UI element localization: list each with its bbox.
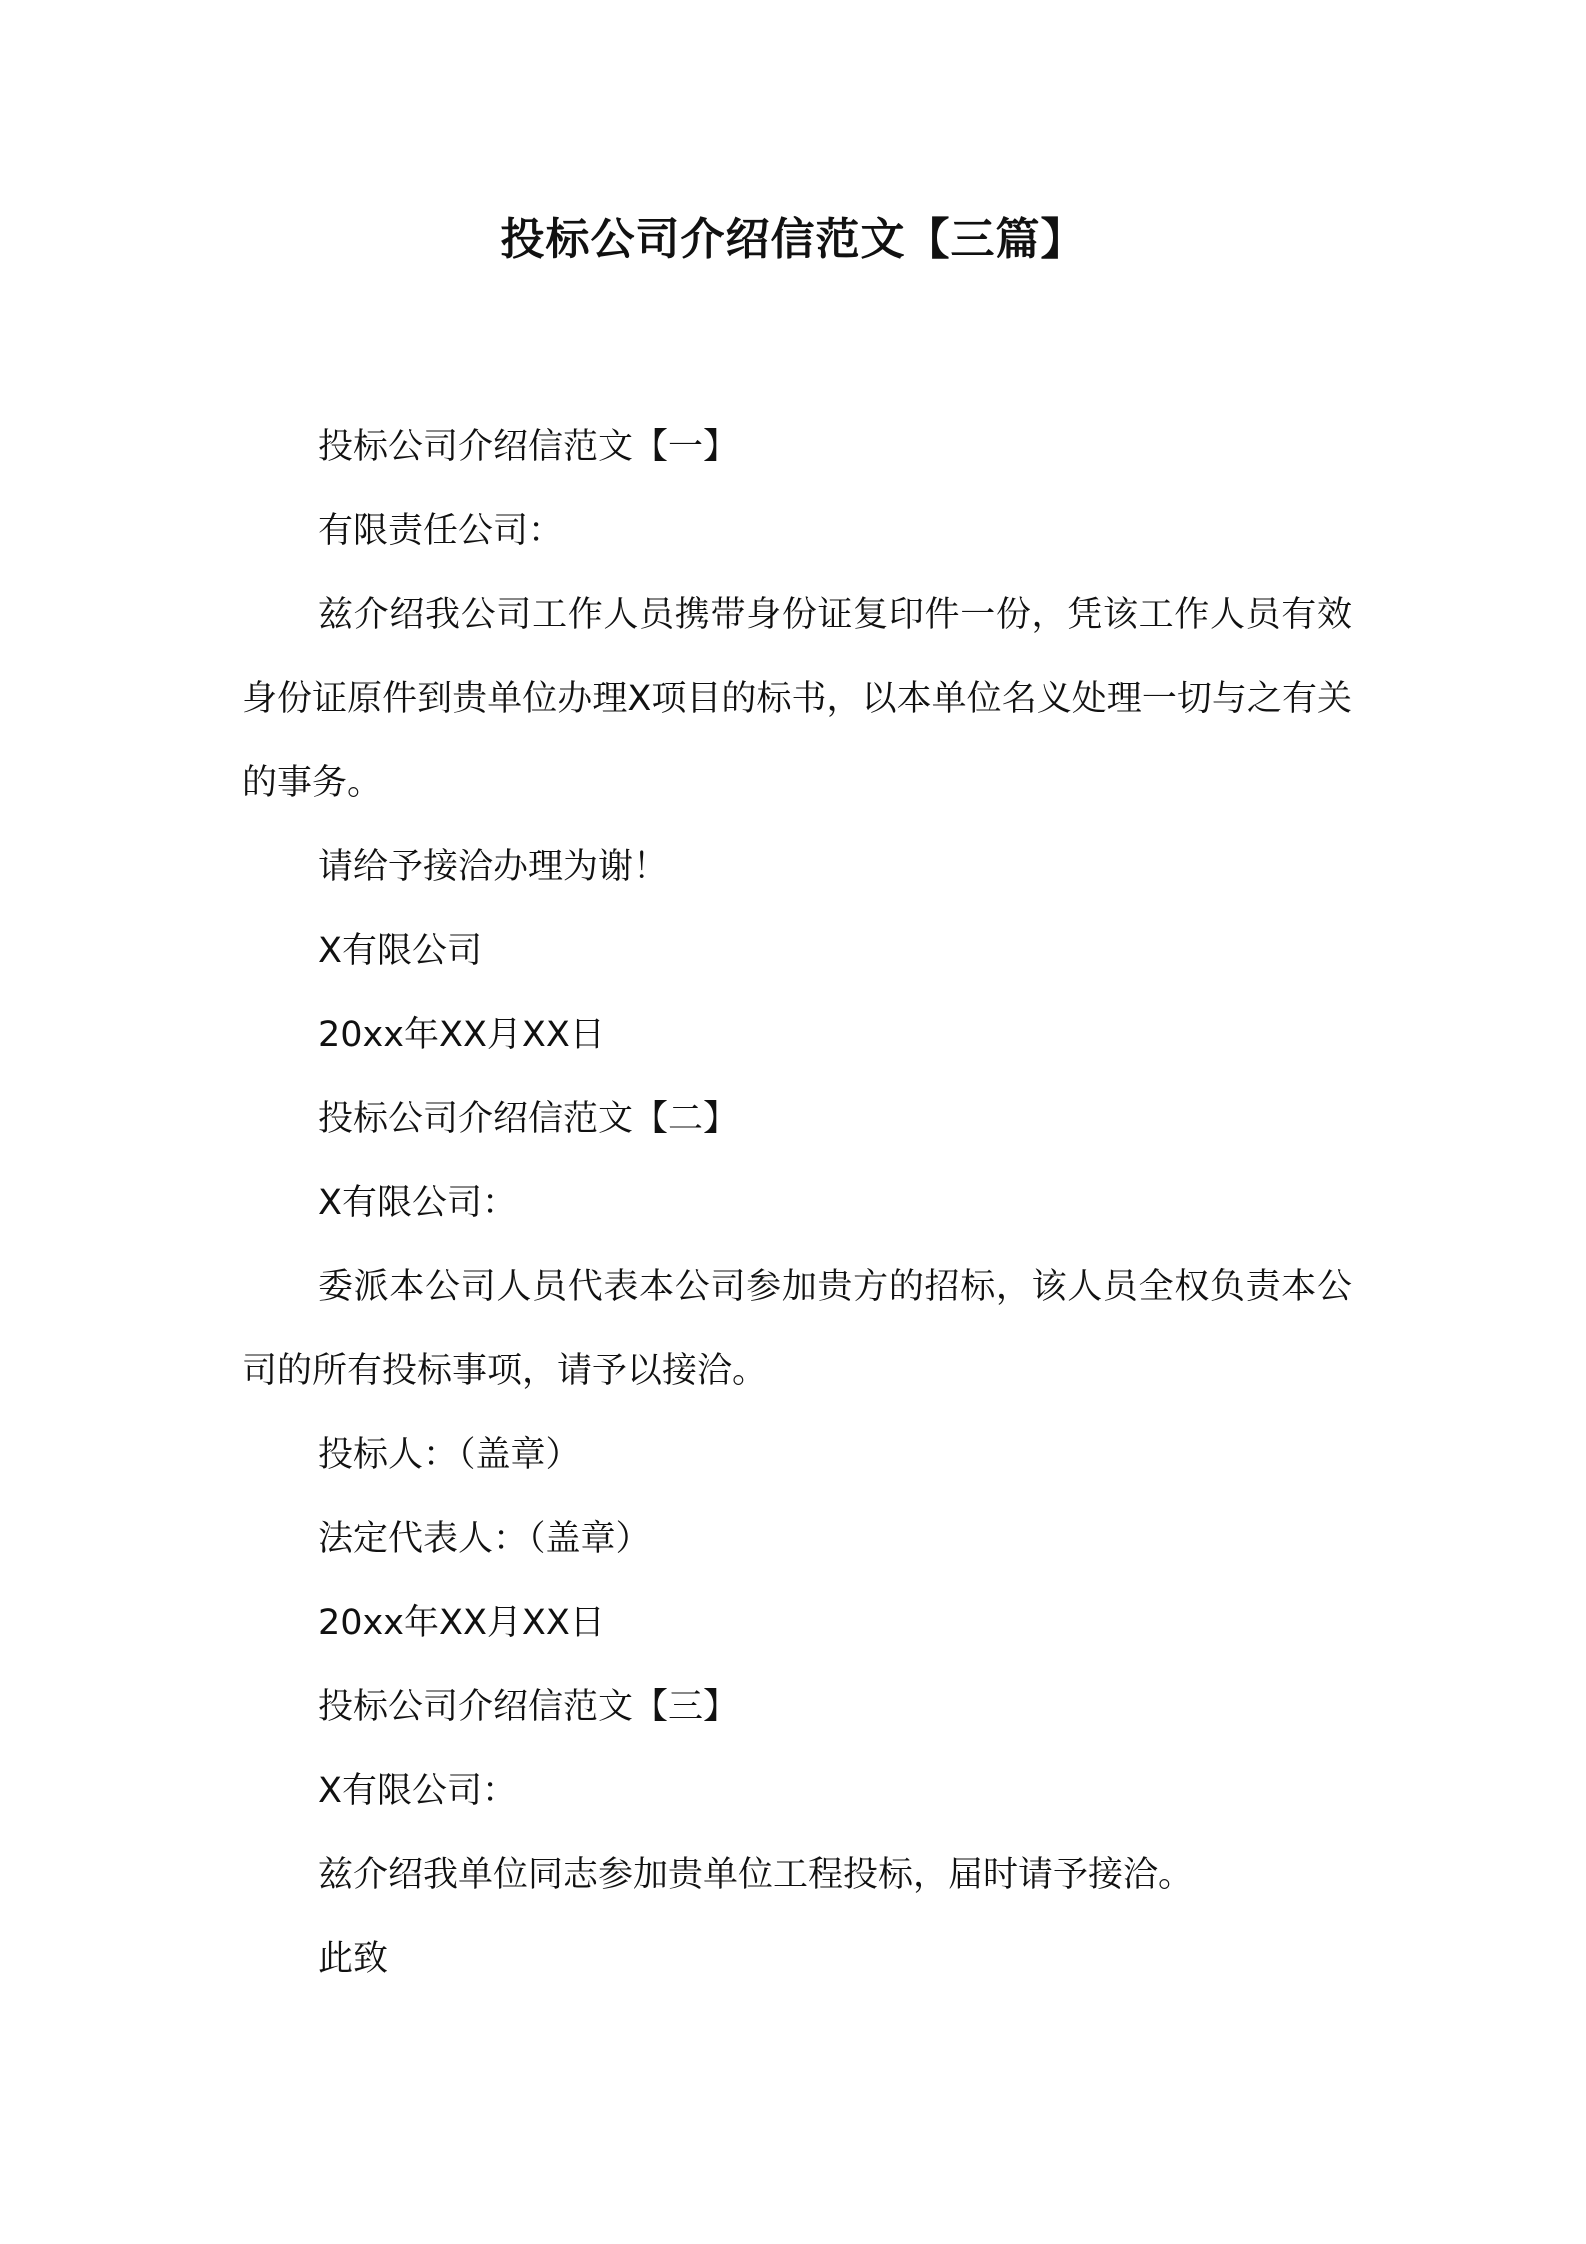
letter3-heading: 投标公司介绍信范文【三】 xyxy=(318,1687,739,1727)
letter3-body: 兹介绍我单位同志参加贵单位工程投标，届时请予接洽。 xyxy=(318,1855,1194,1895)
letter1-date: 20xx年XX月XX日 xyxy=(318,1015,605,1055)
document-title: 投标公司介绍信范文【三篇】 xyxy=(500,214,1086,265)
letter2-salutation: X有限公司： xyxy=(318,1183,517,1223)
letter2-legal-rep-seal: 法定代表人：（盖章） xyxy=(318,1519,651,1559)
letter2-date: 20xx年XX月XX日 xyxy=(318,1603,605,1643)
letter2-body: 委派本公司人员代表本公司参加贵方的招标，该人员全权负责本公司的所有投标事项，请予以接洽。 xyxy=(242,1267,1352,1391)
letter1-signature: X有限公司 xyxy=(318,931,482,971)
document-body xyxy=(242,405,1352,2001)
letter1-salutation: 有限责任公司： xyxy=(318,511,564,551)
letter2-heading: 投标公司介绍信范文【二】 xyxy=(318,1099,739,1139)
letter1-closing: 请给予接洽办理为谢！ xyxy=(318,847,669,887)
letter1-body: 兹介绍我公司工作人员携带身份证复印件一份，凭该工作人员有效身份证原件到贵单位办理X项目的标书，以本单位名义处理一切与之有关的事务。 xyxy=(242,595,1352,803)
letter2-bidder-seal: 投标人：（盖章） xyxy=(318,1435,581,1475)
letter3-salutation: X有限公司： xyxy=(318,1771,517,1811)
letter1-heading: 投标公司介绍信范文【一】 xyxy=(318,427,739,467)
letter3-closing: 此致 xyxy=(318,1939,389,1979)
